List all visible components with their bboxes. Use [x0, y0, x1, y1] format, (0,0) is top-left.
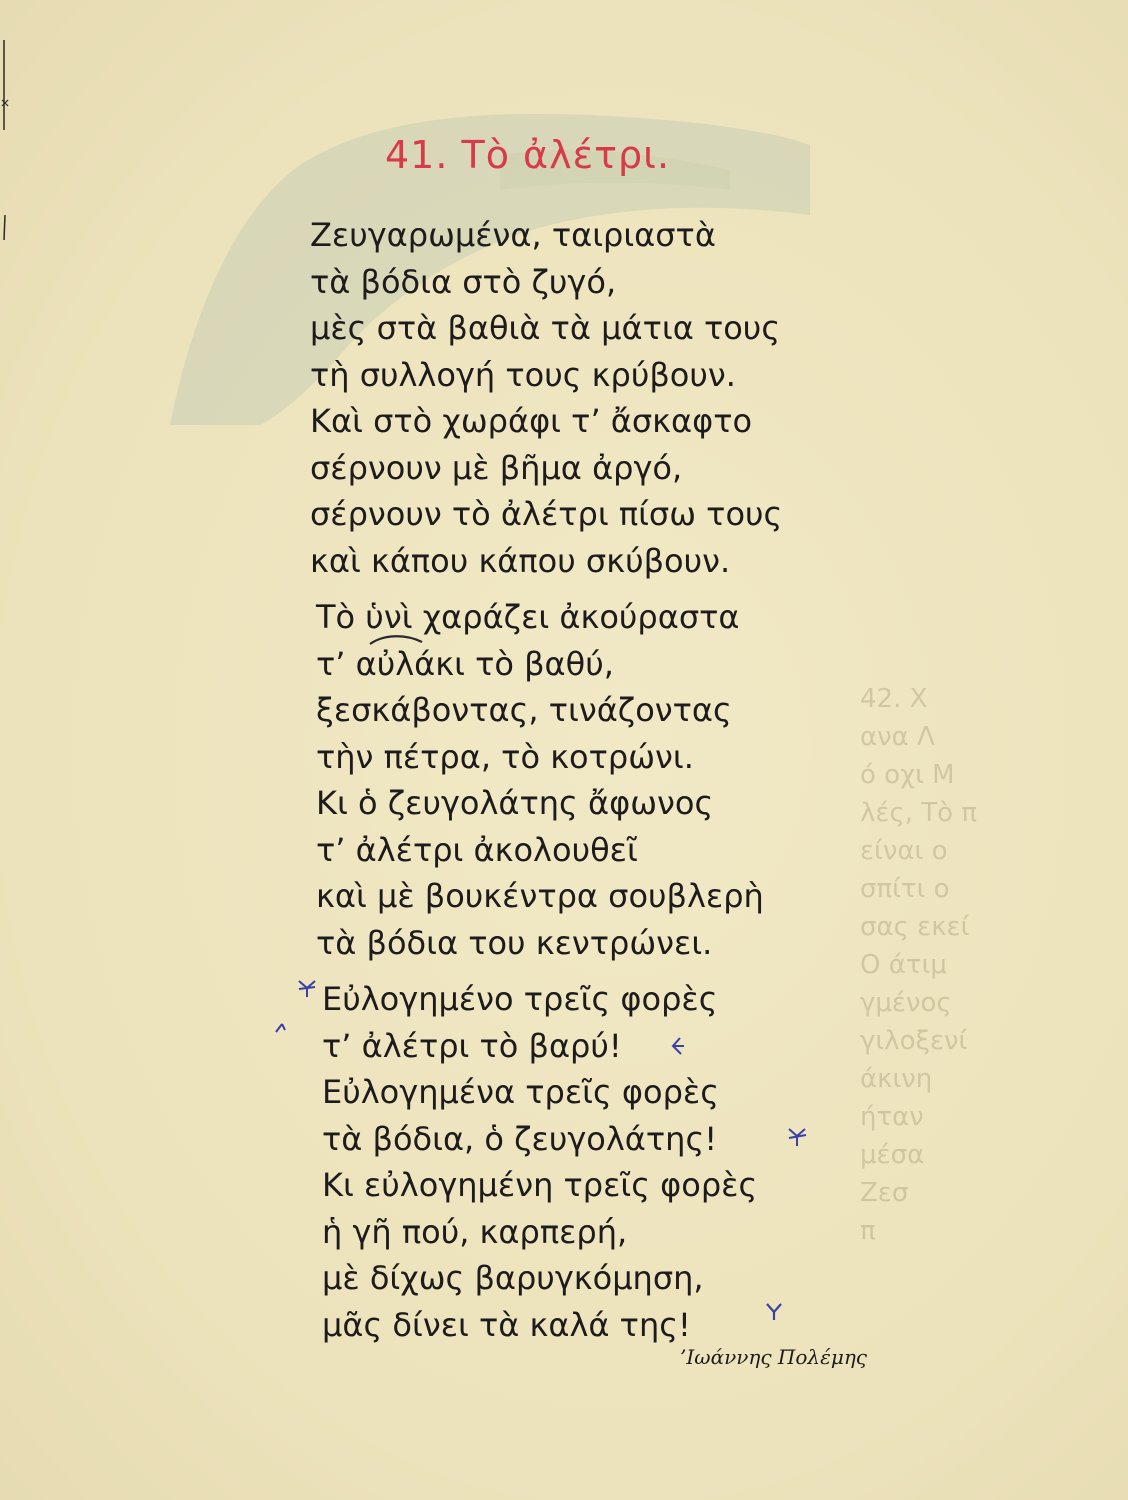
poem-line: τὴ συλλογή τους κρύβουν. — [310, 355, 736, 394]
poem-line: Τὸ ὑνὶ χαράζει ἀκούραστα — [316, 598, 740, 636]
poem-line: τὰ βόδια στὸ ζυγό, — [310, 262, 617, 301]
poem-line: καὶ μὲ βουκέντρα σουβλερὴ — [316, 877, 764, 915]
poem-line: τὴν πέτρα, τὸ κοτρώνι. — [316, 737, 694, 776]
poem-line: τὰ βόδια του κεντρώνει. — [316, 923, 713, 962]
show-through-text: 42. Χ ανα Λ ό οχι Μ λές, Τὸ π είναι ο σπίτι ο σας εκεί Ο άτιμ γμένος γιλοξενί άκινη ήταν μέσα Ζεσ π — [860, 684, 977, 1246]
poem-line: τ’ αὐλάκι τὸ βαθύ, — [316, 644, 614, 683]
poem-line: ξεσκάβοντας, τινάζοντας — [316, 691, 732, 729]
poem-line: μὲς στὰ βαθιὰ τὰ μάτια τους — [310, 309, 781, 347]
author-signature: ’Ιωάννης Πολέμης — [680, 1345, 868, 1369]
poem-line: Ζευγαρωμένα, ταιριαστὰ — [310, 216, 716, 254]
poem-line: Καὶ στὸ χωράφι τ’ ἄσκαφτο — [310, 402, 753, 440]
stanza-3 — [322, 976, 757, 1348]
poem-line: σέρνουν μὲ βῆμα ἀργό, — [310, 448, 683, 487]
pen-check-mark — [764, 1300, 784, 1322]
poem-line: τὰ βόδια, ὁ ζευγολάτης! — [322, 1119, 718, 1158]
poem-line: Κι εὐλογημένη τρεῖς φορὲς — [322, 1166, 758, 1204]
poem-line: καὶ κάπου κάπου σκύβουν. — [310, 541, 731, 580]
stanza-1 — [310, 212, 782, 584]
poem-line: ἡ γῆ πού, καρπερή, — [322, 1212, 628, 1251]
pen-star-mark — [296, 977, 318, 999]
poem-line: τ’ ἀλέτρι ἀκολουθεῖ — [316, 830, 638, 869]
page-edge-marks — [0, 0, 10, 1500]
poem-line: Εὐλογημένο τρεῖς φορὲς — [322, 980, 718, 1018]
pen-tick-mark — [272, 1020, 290, 1038]
poem-line: τ’ ἀλέτρι τὸ βαρύ! — [322, 1026, 622, 1065]
poem-title: 41. Τὸ ἀλέτρι. — [385, 133, 671, 177]
poem-line: μᾶς δίνει τὰ καλά της! — [322, 1305, 691, 1344]
poem-line: Κι ὁ ζευγολάτης ἄφωνος — [316, 784, 714, 822]
poem-line: σέρνουν τὸ ἀλέτρι πίσω τους — [310, 495, 783, 533]
poem-line: Εὐλογημένα τρεῖς φορὲς — [322, 1073, 719, 1111]
pen-star-mark — [786, 1124, 808, 1148]
pen-underline-mark — [366, 632, 426, 650]
poem-line: μὲ δίχως βαρυγκόμηση, — [322, 1259, 704, 1297]
pen-tick-mark — [668, 1035, 686, 1057]
